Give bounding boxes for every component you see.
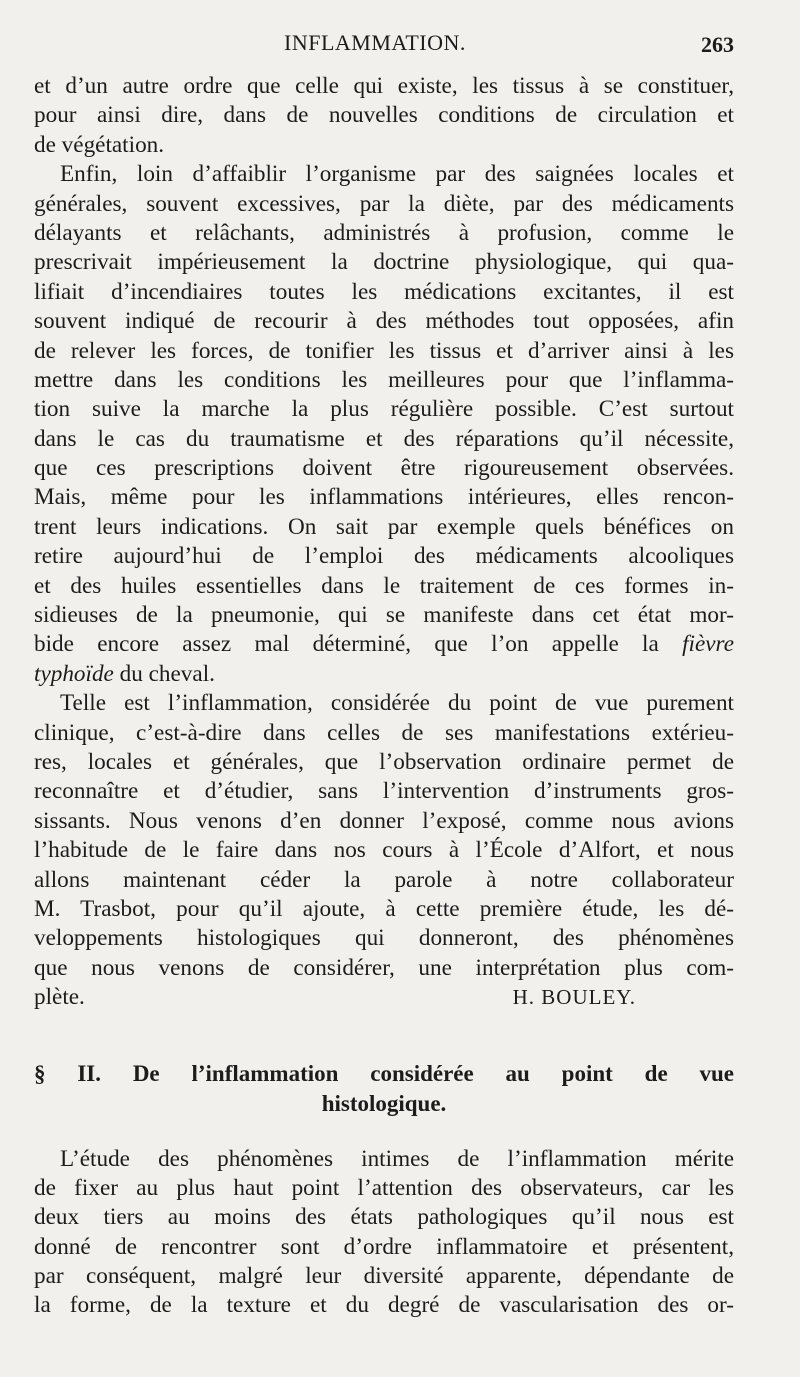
text-line: que ces prescriptions doivent être rigoureusement observées. — [34, 455, 734, 482]
book-page — [34, 0, 734, 1377]
text-line: retire aujourd’hui de l’emploi des médicaments alcooliques — [34, 543, 734, 570]
text-fragment: du cheval. — [113, 660, 215, 687]
text-line: allons maintenant céder la parole à notre collaborateur — [34, 866, 734, 893]
text-line: et d’un autre ordre que celle qui existe, les tissus à se constituer, — [34, 73, 734, 99]
closing-line — [34, 983, 734, 1012]
text-line: clinique, c’est-à-dire dans celles de ses manifestations extérieu- — [34, 719, 734, 746]
text-line: veloppements histologiques qui donneront, des phénomènes — [34, 925, 734, 952]
text-line: donné de rencontrer sont d’ordre inflammatoire et présentent, — [34, 1233, 734, 1260]
text-line: prescrivait impérieusement la doctrine physiologique, qui qua- — [34, 249, 734, 276]
italic-term: typhoïde — [34, 660, 114, 687]
text-line: de relever les forces, de tonifier les tissus et d’arriver ainsi à les — [34, 337, 734, 364]
text-line: Mais, même pour les inflammations intérieures, elles rencon- — [34, 484, 734, 511]
paragraph — [34, 689, 734, 1012]
section-title: histologique. — [321, 1090, 447, 1116]
paragraph — [34, 1145, 734, 1321]
spacer — [34, 1119, 734, 1145]
text-line: lifiait d’incendiaires toutes les médications excitantes, il est — [34, 278, 734, 305]
text-line: M. Trasbot, pour qu’il ajoute, à cette première étude, les dé- — [34, 895, 734, 922]
text-line: de fixer au plus haut point l’attention des observateurs, car les — [34, 1174, 734, 1201]
text-line: que nous venons de considérer, une interprétation plus com- — [34, 954, 734, 981]
text-line: souvent indiqué de recourir à des méthodes tout opposées, afin — [34, 308, 734, 335]
text-line: L’étude des phénomènes intimes de l’inflammation mérite — [60, 1145, 734, 1172]
text-line: l’habitude de le faire dans nos cours à l’École d’Alfort, et nous — [34, 837, 734, 864]
text-line: sidieuses de la pneumonie, qui se manifeste dans cet état mor- — [34, 602, 734, 629]
italic-term: fièvre — [682, 631, 734, 658]
text-line: res, locales et générales, que l’observation ordinaire permet de — [34, 748, 734, 775]
text-line: dans le cas du traumatisme et des réparations qu’il nécessite, — [34, 425, 734, 452]
text-line: la forme, de la texture et du degré de vascularisation des or- — [34, 1292, 734, 1319]
running-title: INFLAMMATION. — [284, 30, 466, 55]
text-line: Enfin, loin d’affaiblir l’organisme par des saignées locales et — [60, 161, 734, 188]
text-line: tion suive la marche la plus régulière possible. C’est surtout — [34, 396, 734, 423]
text-line: générales, souvent excessives, par la diète, par des médicaments — [34, 190, 734, 217]
text-line: de végétation. — [34, 131, 165, 158]
text-line: deux tiers au moins des états pathologiques qu’il nous est — [34, 1204, 734, 1231]
text-line-with-italic — [34, 660, 734, 689]
text-line: sissants. Nous venons d’en donner l’exposé, comme nous avions — [34, 807, 734, 834]
paragraph — [34, 72, 734, 160]
text-line: délayants et relâchants, administrés à profusion, comme le — [34, 219, 734, 246]
text-line-with-italic — [34, 630, 734, 659]
text-line: trent leurs indications. On sait par exemple quels bénéfices on — [34, 513, 734, 540]
section-title: § II. De l’inflammation considérée au point de vue — [34, 1060, 734, 1086]
text-line: par conséquent, malgré leur diversité apparente, dépendante de — [34, 1263, 734, 1290]
text-fragment: bide encore assez mal déterminé, que l’on appelle la — [34, 631, 683, 658]
section-heading — [34, 1059, 734, 1119]
text-fragment: plète. — [34, 984, 85, 1011]
page-body — [34, 72, 734, 1321]
text-line: mettre dans les conditions les meilleures pour que l’inflamma- — [34, 366, 734, 393]
text-line: Telle est l’inflammation, considérée du point de vue purement — [60, 690, 734, 717]
page-header — [34, 30, 734, 64]
paragraph — [34, 160, 734, 689]
page-number: 263 — [701, 32, 734, 57]
text-line: et des huiles essentielles dans le traitement de ces formes in- — [34, 572, 734, 599]
author-signature: H. BOULEY. — [512, 985, 636, 1010]
text-line: reconnaître et d’étudier, sans l’intervention d’instruments gros- — [34, 778, 734, 805]
text-line: pour ainsi dire, dans de nouvelles conditions de circulation et — [34, 102, 734, 129]
